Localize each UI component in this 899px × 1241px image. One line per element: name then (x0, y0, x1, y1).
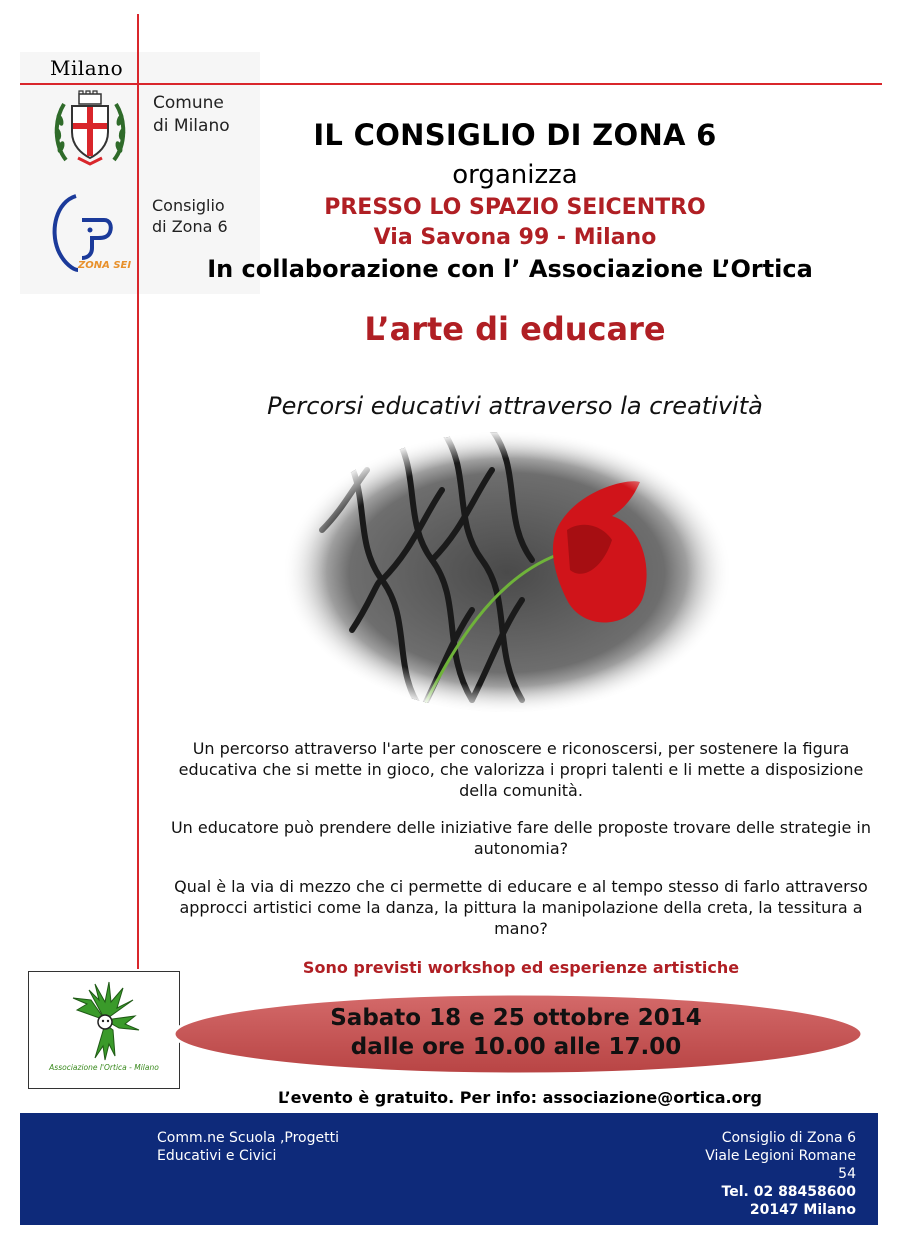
page-subtitle: Percorsi educativi attraverso la creatività (267, 392, 763, 420)
milano-coat-of-arms-icon (52, 90, 128, 166)
organizza-label: organizza (452, 160, 578, 190)
zona-sei-logo-icon (48, 190, 138, 276)
poppy-fence-photo (282, 430, 732, 715)
event-date-line: Sabato 18 e 25 ottobre 2014 (330, 1005, 702, 1031)
comune-di-milano-label: Comune di Milano (153, 93, 230, 136)
footer-contact (636, 1129, 856, 1219)
footer-contact-line: Viale Legioni Romane (705, 1148, 856, 1164)
footer-committee: Comm.ne Scuola ,Progetti Educativi e Civici (157, 1130, 339, 1164)
page-title: L’arte di educare (364, 310, 666, 348)
event-dates (170, 1004, 862, 1062)
ortica-logo (28, 971, 180, 1089)
ortica-label: Associazione l'Ortica - Milano (49, 1063, 159, 1072)
venue-name: PRESSO LO SPAZIO SEICENTRO (324, 195, 706, 220)
milano-wordmark: Milano (50, 56, 124, 80)
collaboration-line: In collaborazione con l’ Associazione L’Ortica (207, 255, 813, 283)
red-horizontal-line (20, 83, 882, 85)
venue-address: Via Savona 99 - Milano (373, 225, 657, 250)
workshop-note: Sono previsti workshop ed esperienze artistiche (302, 958, 740, 977)
svg-text:ZONA SEI: ZONA SEI (78, 260, 132, 271)
consiglio-di-zona-label: Consiglio di Zona 6 (152, 196, 228, 236)
info-line: L’evento è gratuito. Per info: associazione@ortica.org (278, 1088, 762, 1107)
footer-contact-line: 20147 Milano (749, 1202, 856, 1218)
paragraph-intro: Un percorso attraverso l'arte per conoscere e riconoscersi, per sostenere la figura educativa che si mette in gioco, che valorizza i propri talenti e li mette a disposizione della comunità. (178, 739, 864, 800)
red-vertical-line (137, 14, 139, 969)
footer-contact-line: Tel. 02 88458600 (721, 1184, 856, 1200)
paragraph-question-2: Qual è la via di mezzo che ci permette di educare e al tempo stesso di farlo attraverso approcci artistici come la danza, la pittura la manipolazione della creta, la tessitura a mano? (174, 877, 868, 938)
event-time-line: dalle ore 10.00 alle 17.00 (350, 1034, 682, 1060)
paragraph-question-1: Un educatore può prendere delle iniziative fare delle proposte trovare delle strategie in autonomia? (170, 818, 872, 858)
footer-contact-line: Consiglio di Zona 6 (721, 1130, 856, 1146)
footer-bar (20, 1113, 878, 1225)
ortica-leaf-icon (69, 980, 141, 1062)
footer-contact-line: 54 (838, 1166, 856, 1182)
event-organizer-title: IL CONSIGLIO DI ZONA 6 (313, 118, 717, 152)
